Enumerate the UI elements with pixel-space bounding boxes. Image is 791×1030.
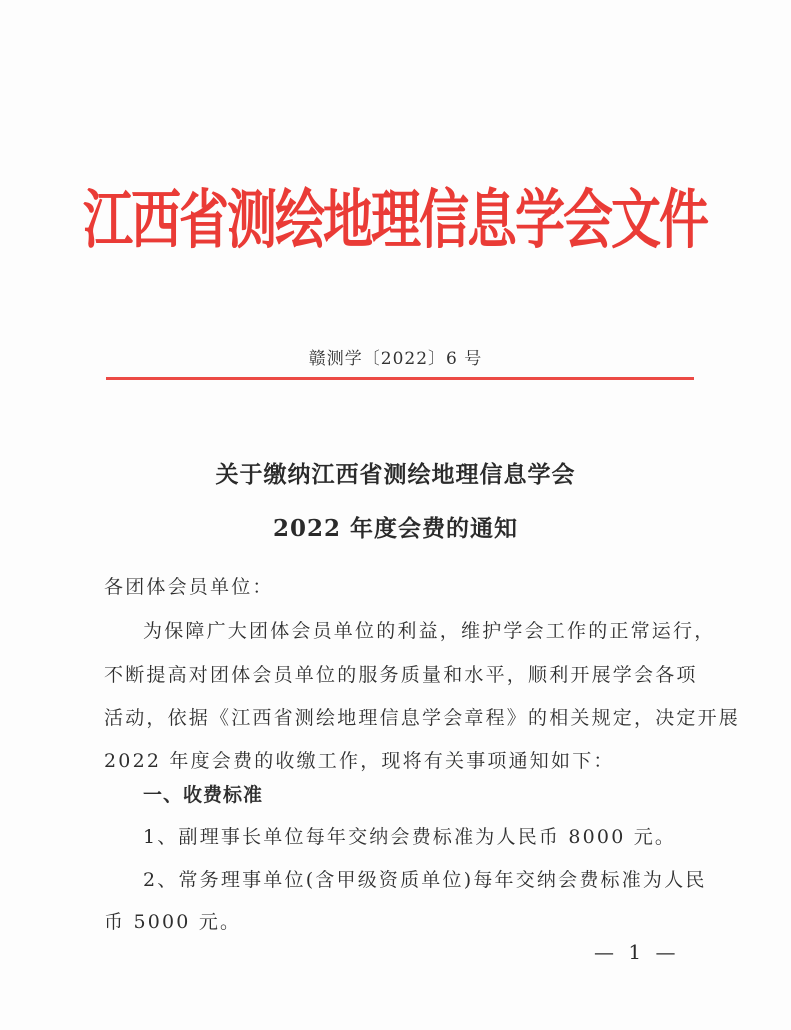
masthead-title: 江西省测绘地理信息学会文件 — [83, 182, 707, 258]
red-divider-line — [106, 377, 694, 380]
paragraph-line-3: 活动，依据《江西省测绘地理信息学会章程》的相关规定，决定开展 — [104, 707, 741, 729]
item-2-line-2: 币 5000 元。 — [104, 911, 242, 933]
salutation: 各团体会员单位： — [104, 576, 274, 598]
paragraph-line-4: 2022 年度会费的收缴工作，现将有关事项通知如下： — [104, 750, 615, 772]
paragraph-line-1: 为保障广大团体会员单位的利益，维护学会工作的正常运行， — [143, 620, 716, 642]
section-heading-fee-standard: 一、收费标准 — [143, 784, 264, 806]
notice-title-line-1: 关于缴纳江西省测绘地理信息学会 — [215, 461, 576, 488]
document-number: 赣测学〔2022〕6 号 — [308, 349, 483, 369]
item-1: 1、副理事长单位每年交纳会费标准为人民币 8000 元。 — [143, 826, 677, 848]
item-2-line-1: 2、常务理事单位(含甲级资质单位)每年交纳会费标准为人民 — [143, 869, 707, 891]
paragraph-line-2: 不断提高对团体会员单位的服务质量和水平，顺利开展学会各项 — [104, 664, 698, 686]
page-number: — 1 — — [594, 940, 680, 964]
notice-title-line-2: 2022 年度会费的通知 — [272, 515, 519, 542]
